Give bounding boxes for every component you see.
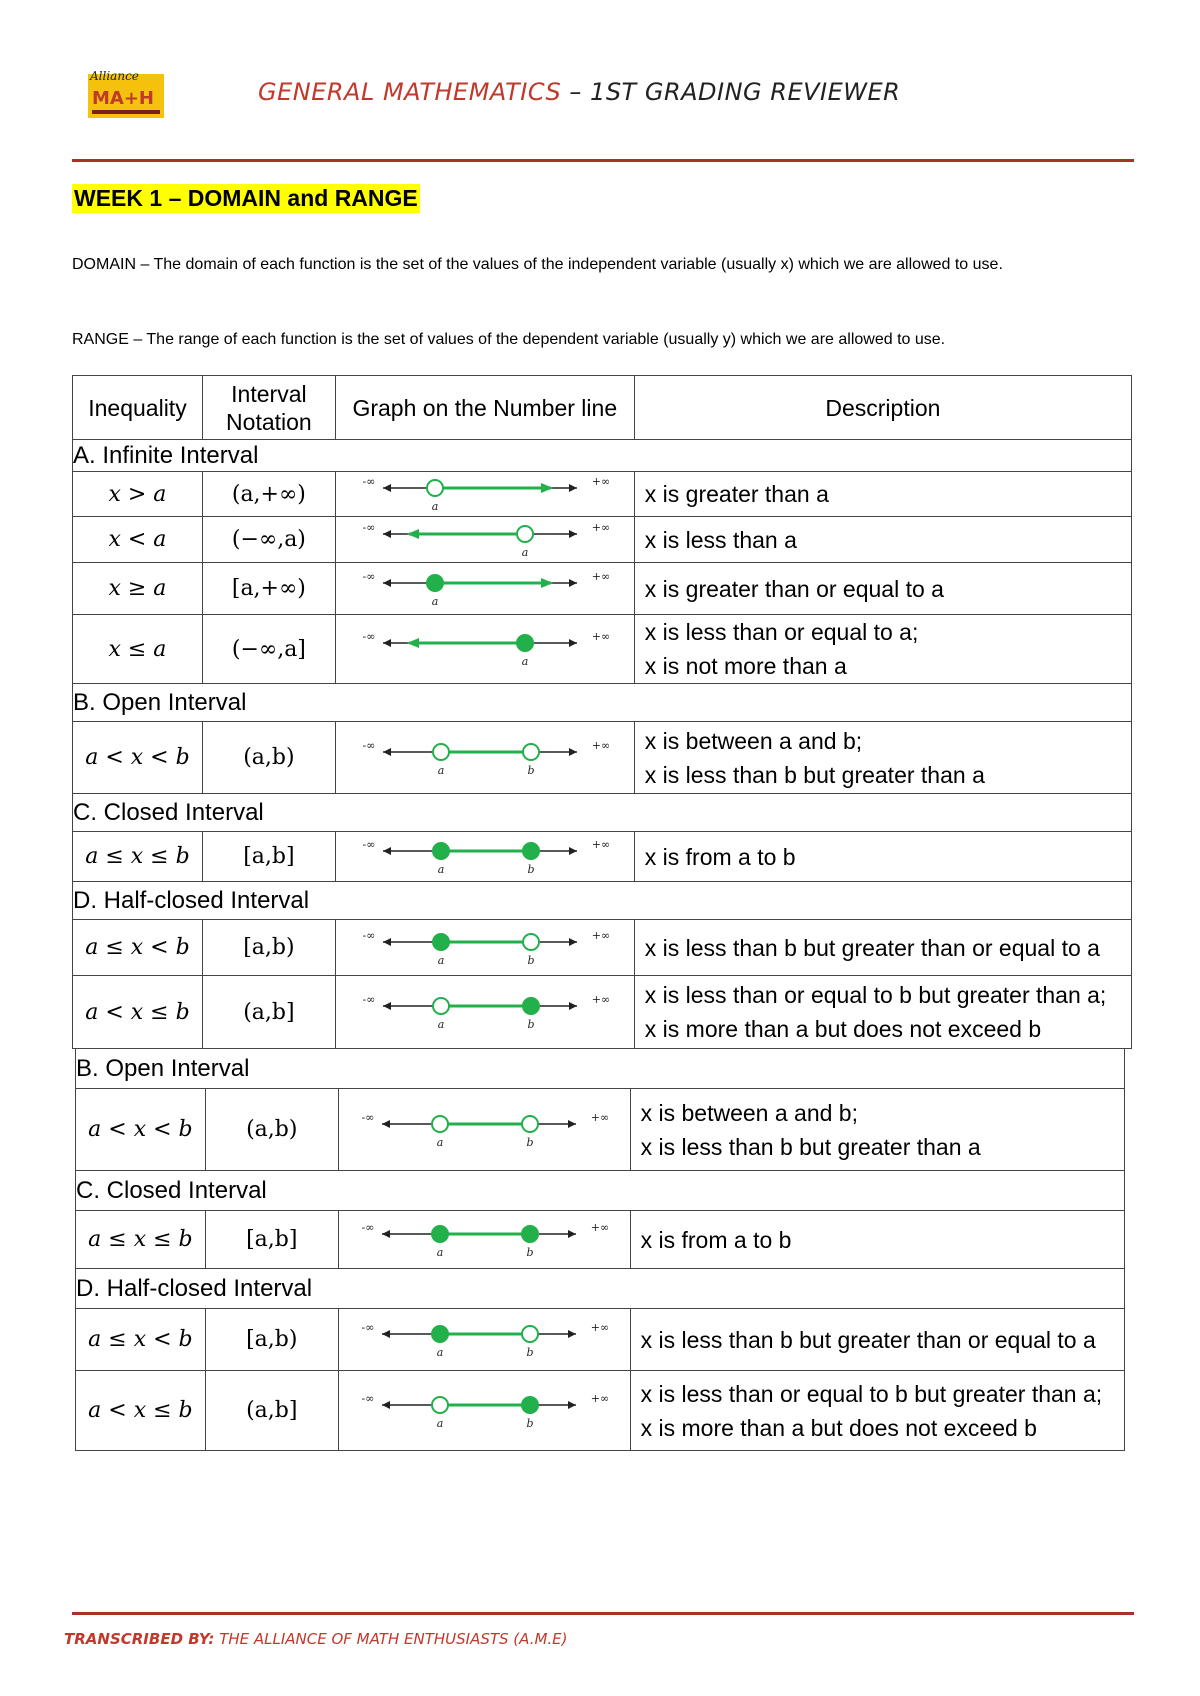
number-line-graph bbox=[354, 1320, 614, 1360]
description-line: x is less than or equal to b but greater than a; bbox=[640, 1380, 1103, 1407]
right-arrow-icon bbox=[569, 938, 577, 946]
endpoint-b bbox=[523, 998, 539, 1014]
endpoint-a bbox=[427, 575, 443, 591]
description-cell bbox=[634, 563, 1131, 615]
table-row bbox=[73, 976, 1132, 1049]
left-arrow-icon bbox=[383, 530, 391, 538]
range-definition bbox=[72, 327, 1134, 352]
neg-infinity-label: -∞ bbox=[362, 738, 376, 752]
description-cell bbox=[630, 1211, 1124, 1269]
graph-cell bbox=[338, 1089, 630, 1171]
inequality-cell: a ≤ x < b bbox=[73, 920, 203, 976]
domain-definition bbox=[72, 252, 1134, 277]
endpoint-a bbox=[517, 526, 533, 542]
table-row bbox=[73, 832, 1132, 882]
left-arrow-icon bbox=[382, 1120, 390, 1128]
number-line-graph bbox=[355, 629, 615, 669]
endpoint-a bbox=[433, 934, 449, 950]
endpoint-a bbox=[433, 843, 449, 859]
page-title-separator: – bbox=[561, 78, 591, 106]
table-row bbox=[73, 563, 1132, 615]
interval-cell: (a,b] bbox=[202, 976, 335, 1049]
description-cell bbox=[634, 517, 1131, 563]
endpoint-b bbox=[523, 934, 539, 950]
inequality-cell: x > a bbox=[73, 472, 203, 517]
label-a: a bbox=[521, 545, 529, 559]
number-line-graph bbox=[355, 928, 615, 968]
pos-infinity-label: +∞ bbox=[591, 738, 610, 752]
neg-infinity-label: -∞ bbox=[362, 475, 376, 488]
number-line-graph bbox=[355, 837, 615, 877]
endpoint-b bbox=[523, 744, 539, 760]
ray-arrow-icon bbox=[407, 529, 419, 539]
range-text: – The range of each function is the set of values of the dependent variable (usually y) which we are allowed to use. bbox=[128, 331, 946, 348]
table-row bbox=[76, 1089, 1125, 1171]
interval-cell: [a,b) bbox=[205, 1309, 338, 1371]
description-line: x is from a to b bbox=[644, 843, 796, 870]
left-arrow-icon bbox=[383, 748, 391, 756]
section-label: C. Closed Interval bbox=[76, 1171, 1125, 1211]
endpoint-b bbox=[523, 843, 539, 859]
neg-infinity-label: -∞ bbox=[361, 1110, 375, 1124]
endpoint-a bbox=[432, 1397, 448, 1413]
section-row bbox=[73, 684, 1132, 722]
label-a: a bbox=[431, 594, 439, 608]
number-line-graph bbox=[354, 1391, 614, 1431]
number-line-graph bbox=[354, 1110, 614, 1150]
neg-infinity-label: -∞ bbox=[362, 520, 376, 534]
section-label: C. Closed Interval bbox=[73, 794, 1132, 832]
section-row bbox=[73, 440, 1132, 472]
logo-main-text: MA+H bbox=[92, 88, 154, 109]
ray-arrow-icon bbox=[541, 578, 553, 588]
label-b: b bbox=[527, 953, 535, 967]
section-label: A. Infinite Interval bbox=[73, 440, 1132, 472]
right-arrow-icon bbox=[568, 1230, 576, 1238]
inequality-cell: a ≤ x < b bbox=[76, 1309, 206, 1371]
endpoint-a bbox=[432, 1226, 448, 1242]
description-cell bbox=[634, 832, 1131, 882]
endpoint-a bbox=[433, 744, 449, 760]
left-arrow-icon bbox=[383, 938, 391, 946]
left-arrow-icon bbox=[382, 1230, 390, 1238]
logo-top-text: Alliance bbox=[90, 69, 139, 83]
description-line: x is less than or equal to a; bbox=[644, 619, 919, 645]
footer-credit bbox=[64, 1630, 568, 1648]
graph-cell bbox=[335, 920, 634, 976]
endpoint-b bbox=[522, 1226, 538, 1242]
inequality-cell: a < x < b bbox=[73, 722, 203, 794]
label-a: a bbox=[436, 1416, 444, 1430]
section-label: D. Half-closed Interval bbox=[73, 882, 1132, 920]
description-line: x is more than a but does not exceed b bbox=[640, 1414, 1037, 1441]
label-b: b bbox=[527, 862, 535, 876]
neg-infinity-label: -∞ bbox=[361, 1391, 375, 1405]
label-a: a bbox=[437, 1018, 445, 1031]
number-line-graph bbox=[355, 520, 615, 560]
number-line-graph bbox=[355, 992, 615, 1032]
description-line: x is less than a bbox=[644, 526, 797, 553]
interval-cell: [a,b) bbox=[202, 920, 335, 976]
interval-cell: (−∞,a) bbox=[202, 517, 335, 563]
left-arrow-icon bbox=[383, 847, 391, 855]
graph-cell bbox=[335, 615, 634, 684]
page-title-main: GENERAL MATHEMATICS bbox=[258, 78, 562, 106]
description-cell bbox=[634, 472, 1131, 517]
interval-cell: [a,b] bbox=[205, 1211, 338, 1269]
pos-infinity-label: +∞ bbox=[590, 1320, 610, 1334]
section-label: B. Open Interval bbox=[73, 684, 1132, 722]
page-title bbox=[258, 78, 900, 106]
pos-infinity-label: +∞ bbox=[590, 1220, 610, 1234]
inequality-cell: a ≤ x ≤ b bbox=[76, 1211, 206, 1269]
neg-infinity-label: -∞ bbox=[361, 1220, 375, 1234]
graph-cell bbox=[338, 1371, 630, 1451]
label-b: b bbox=[527, 1018, 535, 1031]
header-interval-line2: Notation bbox=[226, 408, 312, 435]
section-row bbox=[73, 882, 1132, 920]
inequality-cell: x ≥ a bbox=[73, 563, 203, 615]
interval-cell: (a,+∞) bbox=[202, 472, 335, 517]
left-arrow-icon bbox=[383, 484, 391, 492]
description-cell bbox=[634, 976, 1131, 1049]
right-arrow-icon bbox=[569, 639, 577, 647]
number-line-graph bbox=[355, 569, 615, 609]
label-b: b bbox=[526, 1135, 534, 1149]
interval-cell: (a,b) bbox=[202, 722, 335, 794]
graph-cell bbox=[338, 1309, 630, 1371]
description-cell bbox=[634, 722, 1131, 794]
inequality-cell: a < x ≤ b bbox=[73, 976, 203, 1049]
right-arrow-icon bbox=[568, 1401, 576, 1409]
table-row bbox=[76, 1211, 1125, 1269]
ray-arrow-icon bbox=[407, 638, 419, 648]
description-cell bbox=[630, 1089, 1124, 1171]
neg-infinity-label: -∞ bbox=[362, 630, 376, 643]
description-cell bbox=[634, 920, 1131, 976]
label-a: a bbox=[437, 953, 445, 967]
header-rule bbox=[72, 159, 1134, 162]
inequality-cell: a < x < b bbox=[76, 1089, 206, 1171]
neg-infinity-label: -∞ bbox=[362, 569, 376, 583]
description-line: x is less than b but greater than a bbox=[644, 761, 985, 788]
table-row bbox=[73, 722, 1132, 794]
label-a: a bbox=[436, 1135, 444, 1149]
table-row bbox=[76, 1371, 1125, 1451]
neg-infinity-label: -∞ bbox=[362, 837, 376, 851]
description-line: x is more than a but does not exceed b bbox=[644, 1016, 1042, 1042]
interval-cell: (a,b] bbox=[205, 1371, 338, 1451]
right-arrow-icon bbox=[569, 579, 577, 587]
description-cell bbox=[630, 1371, 1124, 1451]
pos-infinity-label: +∞ bbox=[591, 569, 610, 583]
number-line-graph bbox=[354, 1220, 614, 1260]
interval-cell: (−∞,a] bbox=[202, 615, 335, 684]
endpoint-b bbox=[522, 1326, 538, 1342]
description-line: x is less than b but greater than or equal to a bbox=[644, 934, 1100, 961]
label-b: b bbox=[526, 1416, 534, 1430]
interval-cell: [a,b] bbox=[202, 832, 335, 882]
domain-label: DOMAIN bbox=[72, 256, 136, 273]
description-line: x is between a and b; bbox=[640, 1099, 858, 1126]
description-cell bbox=[634, 615, 1131, 684]
pos-infinity-label: +∞ bbox=[591, 520, 610, 534]
endpoint-a bbox=[517, 635, 533, 651]
graph-cell bbox=[335, 722, 634, 794]
header-interval-line1: Interval bbox=[231, 380, 307, 407]
footer-text: THE ALLIANCE OF MATH ENTHUSIASTS (A.M.E) bbox=[214, 1630, 568, 1648]
right-arrow-icon bbox=[568, 1120, 576, 1128]
description-line: x is greater than a bbox=[644, 481, 829, 507]
endpoint-b bbox=[522, 1116, 538, 1132]
header-description: Description bbox=[634, 376, 1131, 440]
interval-table-1 bbox=[72, 375, 1132, 1049]
graph-cell bbox=[338, 1211, 630, 1269]
pos-infinity-label: +∞ bbox=[591, 630, 610, 643]
pos-infinity-label: +∞ bbox=[591, 837, 610, 851]
label-a: a bbox=[436, 1345, 444, 1359]
header-inequality: Inequality bbox=[73, 376, 203, 440]
description-line: x is between a and b; bbox=[644, 727, 863, 754]
neg-infinity-label: -∞ bbox=[362, 993, 376, 1006]
table-header-row bbox=[73, 376, 1132, 440]
section-label: B. Open Interval bbox=[76, 1049, 1125, 1089]
interval-cell: (a,b) bbox=[205, 1089, 338, 1171]
graph-cell bbox=[335, 832, 634, 882]
section-row bbox=[76, 1049, 1125, 1089]
endpoint-a bbox=[433, 998, 449, 1014]
section-heading: WEEK 1 – DOMAIN and RANGE bbox=[74, 185, 418, 211]
label-a: a bbox=[437, 862, 445, 876]
right-arrow-icon bbox=[569, 748, 577, 756]
section-row bbox=[73, 794, 1132, 832]
label-b: b bbox=[526, 1245, 534, 1259]
pos-infinity-label: +∞ bbox=[590, 1391, 610, 1405]
neg-infinity-label: -∞ bbox=[362, 928, 376, 942]
right-arrow-icon bbox=[568, 1330, 576, 1338]
pos-infinity-label: +∞ bbox=[591, 993, 610, 1006]
interval-cell: [a,+∞) bbox=[202, 563, 335, 615]
left-arrow-icon bbox=[382, 1401, 390, 1409]
left-arrow-icon bbox=[383, 579, 391, 587]
header-interval-notation bbox=[202, 376, 335, 440]
right-arrow-icon bbox=[569, 484, 577, 492]
left-arrow-icon bbox=[383, 1002, 391, 1010]
ray-arrow-icon bbox=[541, 483, 553, 493]
neg-infinity-label: -∞ bbox=[361, 1320, 375, 1334]
endpoint-a bbox=[432, 1326, 448, 1342]
pos-infinity-label: +∞ bbox=[590, 1110, 610, 1124]
right-arrow-icon bbox=[569, 1002, 577, 1010]
number-line-graph bbox=[355, 738, 615, 778]
label-a: a bbox=[431, 500, 439, 513]
table-row bbox=[73, 615, 1132, 684]
left-arrow-icon bbox=[382, 1330, 390, 1338]
label-a: a bbox=[436, 1245, 444, 1259]
description-line: x is less than b but greater than or equal to a bbox=[640, 1326, 1096, 1353]
graph-cell bbox=[335, 563, 634, 615]
label-a: a bbox=[521, 655, 529, 668]
description-line: x is not more than a bbox=[644, 653, 847, 679]
pos-infinity-label: +∞ bbox=[591, 928, 610, 942]
description-line: x is less than or equal to b but greater than a; bbox=[644, 982, 1107, 1008]
right-arrow-icon bbox=[569, 847, 577, 855]
table-row bbox=[76, 1309, 1125, 1371]
page-title-rest: 1ST GRADING REVIEWER bbox=[590, 78, 901, 106]
interval-table-2 bbox=[75, 1048, 1125, 1451]
description-cell bbox=[630, 1309, 1124, 1371]
left-arrow-icon bbox=[383, 639, 391, 647]
label-b: b bbox=[526, 1345, 534, 1359]
inequality-cell: x ≤ a bbox=[73, 615, 203, 684]
domain-text: – The domain of each function is the set of the values of the independent variable (usually x) which we are allowed to use. bbox=[136, 256, 1003, 273]
footer-bold: TRANSCRIBED BY: bbox=[64, 1630, 215, 1648]
section-row bbox=[76, 1171, 1125, 1211]
pos-infinity-label: +∞ bbox=[591, 475, 610, 488]
table-row bbox=[73, 517, 1132, 563]
number-line-graph bbox=[355, 474, 615, 514]
description-line: x is less than b but greater than a bbox=[640, 1133, 981, 1160]
section-row bbox=[76, 1269, 1125, 1309]
range-label: RANGE bbox=[72, 331, 129, 348]
table-row bbox=[73, 920, 1132, 976]
right-arrow-icon bbox=[569, 530, 577, 538]
label-a: a bbox=[437, 763, 445, 777]
endpoint-b bbox=[522, 1397, 538, 1413]
endpoint-a bbox=[427, 480, 443, 496]
graph-cell bbox=[335, 976, 634, 1049]
description-line: x is greater than or equal to a bbox=[644, 575, 944, 602]
footer-rule bbox=[72, 1612, 1134, 1615]
inequality-cell: x < a bbox=[73, 517, 203, 563]
endpoint-a bbox=[432, 1116, 448, 1132]
logo-underline bbox=[92, 110, 160, 114]
inequality-cell: a < x ≤ b bbox=[76, 1371, 206, 1451]
inequality-cell: a ≤ x ≤ b bbox=[73, 832, 203, 882]
section-label: D. Half-closed Interval bbox=[76, 1269, 1125, 1309]
alliance-math-logo bbox=[84, 66, 170, 124]
header-graph: Graph on the Number line bbox=[335, 376, 634, 440]
graph-cell bbox=[335, 472, 634, 517]
label-b: b bbox=[527, 763, 535, 777]
description-line: x is from a to b bbox=[640, 1226, 792, 1253]
graph-cell bbox=[335, 517, 634, 563]
table-row bbox=[73, 472, 1132, 517]
